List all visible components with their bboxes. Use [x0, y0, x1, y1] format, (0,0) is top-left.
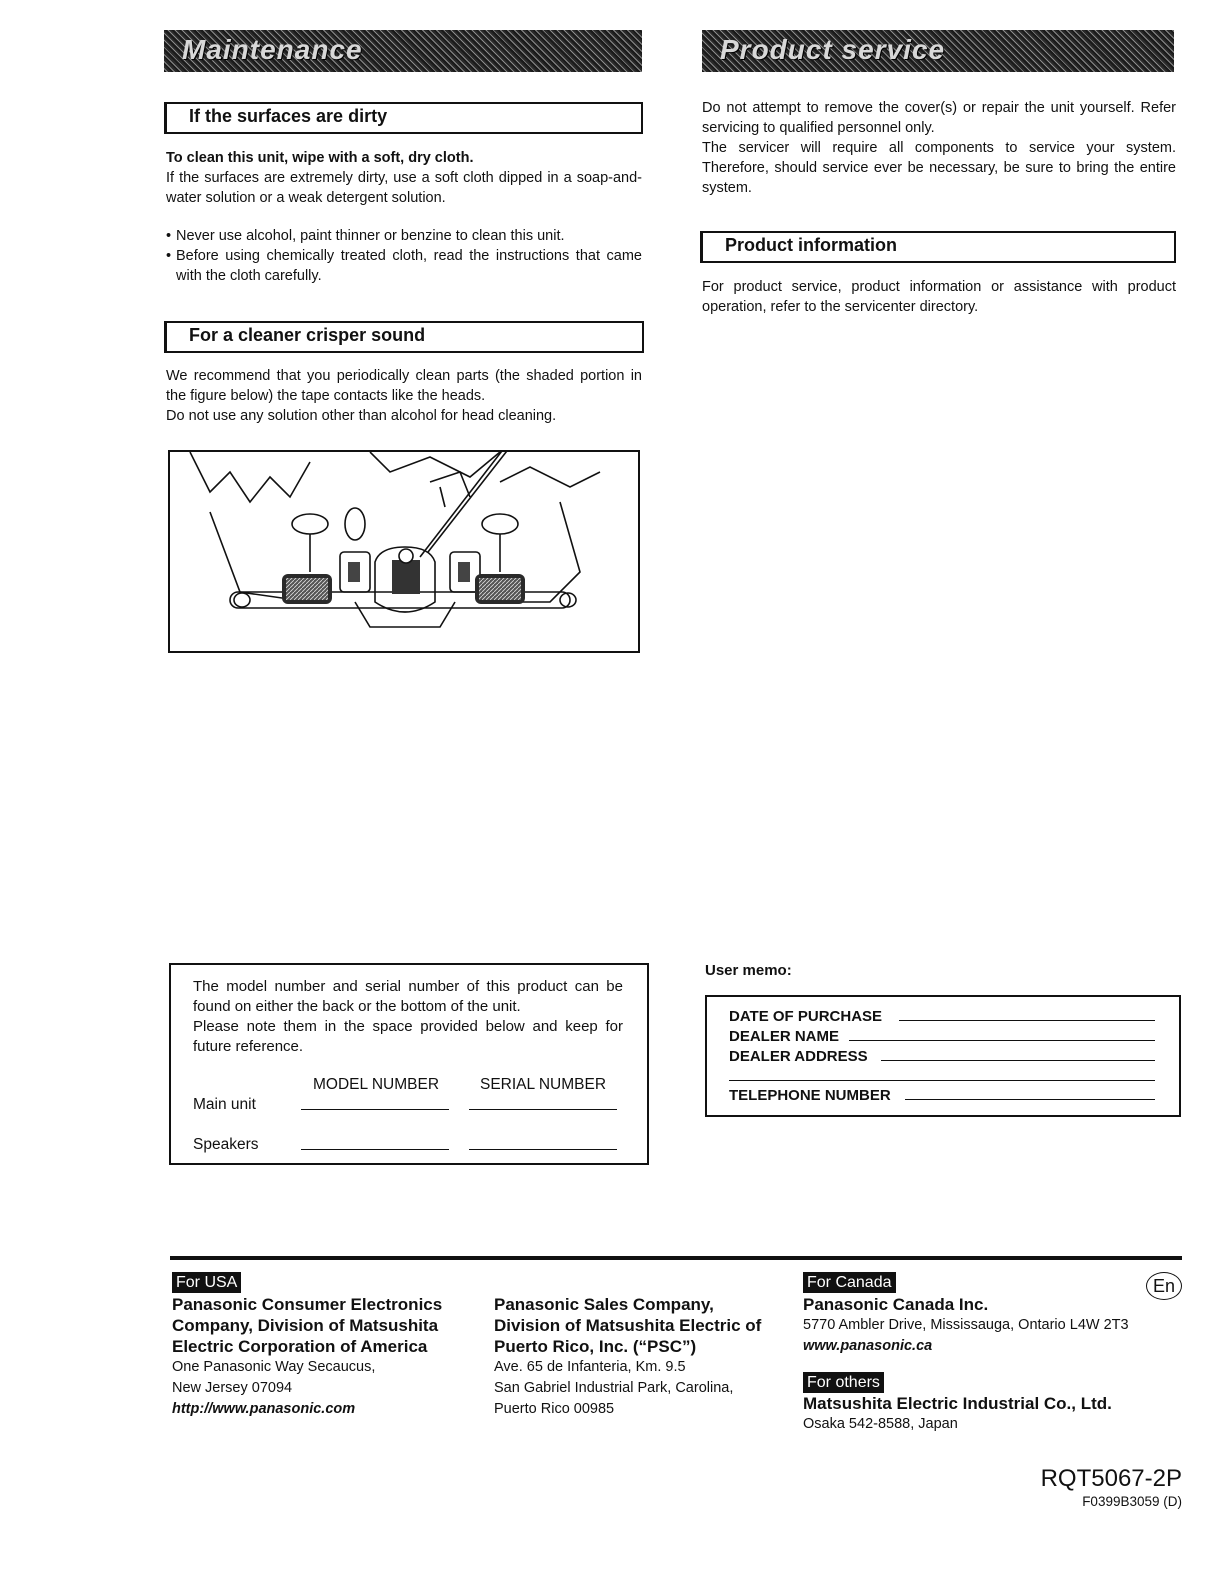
main-unit-label: Main unit [193, 1096, 256, 1113]
surfaces-body: If the surfaces are extremely dirty, use a soft cloth dipped in a soap-and-water solution or a weak detergent solution. [166, 170, 642, 206]
shaded-capstan-right [475, 574, 525, 604]
service-line-2: The servicer will require all components to service your system. Therefore, should service ever be necessary, be sure to bring the entire system. [702, 140, 1176, 196]
date-of-purchase-label: DATE OF PURCHASE [729, 1008, 883, 1025]
dealer-name-field[interactable] [849, 1040, 1155, 1041]
product-info-text [702, 277, 1176, 317]
dealer-address-field[interactable] [881, 1060, 1155, 1061]
canada-addr: 5770 Ambler Drive, Mississauga, Ontario L4W 2T3 [803, 1317, 1129, 1333]
shaded-head [392, 549, 420, 594]
speakers-model-field[interactable] [301, 1149, 449, 1150]
surfaces-bullet-1: • Never use alcohol, paint thinner or benzine to clean this unit. [166, 226, 642, 246]
canada-url[interactable]: www.panasonic.ca [803, 1338, 933, 1354]
speakers-serial-field[interactable] [469, 1149, 617, 1150]
surfaces-heading: If the surfaces are dirty [189, 106, 388, 126]
date-of-purchase-field[interactable] [899, 1020, 1155, 1021]
usa-addr-2: New Jersey 07094 [172, 1380, 293, 1396]
surfaces-lead: To clean this unit, wipe with a soft, dry cloth. [166, 150, 474, 166]
tape-mechanism-illustration [170, 452, 638, 651]
speakers-label: Speakers [193, 1136, 259, 1153]
pr-addr-1: Ave. 65 de Infanteria, Km. 9.5 [494, 1359, 686, 1375]
maintenance-banner [164, 30, 642, 72]
main-unit-serial-field[interactable] [469, 1109, 617, 1110]
cleaner-heading: For a cleaner crisper sound [189, 325, 426, 345]
user-memo-label: User memo: [705, 962, 792, 979]
cleaner-text [166, 366, 642, 426]
pr-addr-2: San Gabriel Industrial Park, Carolina, [494, 1380, 734, 1396]
usa-addr-1: One Panasonic Way Secaucus, [172, 1359, 376, 1375]
print-code: F0399B3059 (D) [1082, 1494, 1182, 1509]
usa-url[interactable]: http://www.panasonic.com [172, 1401, 356, 1417]
cleaner-line-2: Do not use any solution other than alcohol for head cleaning. [166, 408, 557, 424]
others-address [803, 1393, 1183, 1435]
record-number-box [169, 963, 649, 1165]
record-text-1: The model number and serial number of this product can be found on either the back or the bottom of the unit. [193, 978, 623, 1015]
telephone-number-label: TELEPHONE NUMBER [729, 1087, 891, 1104]
pr-company: Panasonic Sales Company, Division of Matsushita Electric of Puerto Rico, Inc. (“PSC”) [494, 1295, 762, 1356]
usa-tag: For USA [172, 1272, 241, 1293]
service-line-1: Do not attempt to remove the cover(s) or repair the unit yourself. Refer servicing to qualified personnel only. [702, 100, 1176, 136]
product-service-title: Product service [720, 34, 946, 65]
others-company: Matsushita Electric Industrial Co., Ltd. [803, 1394, 1112, 1413]
dealer-name-label: DEALER NAME [729, 1028, 840, 1045]
product-info-heading-box [700, 231, 1176, 263]
product-service-banner [702, 30, 1174, 72]
usa-company: Panasonic Consumer Electronics Company, Division of Matsushita Electric Corporation of America [172, 1295, 443, 1356]
product-info-body: For product service, product information or assistance with product operation, refer to the servicenter directory. [702, 279, 1176, 315]
user-memo-box [705, 995, 1181, 1117]
telephone-number-field[interactable] [905, 1099, 1155, 1100]
pr-addr-3: Puerto Rico 00985 [494, 1401, 615, 1417]
shaded-capstan-left [282, 574, 332, 604]
others-addr: Osaka 542-8588, Japan [803, 1416, 958, 1432]
pr-address [494, 1294, 784, 1420]
serial-number-header: SERIAL NUMBER [480, 1076, 607, 1093]
cleaner-line-1: We recommend that you periodically clean parts (the shaded portion in the figure below) the tape contacts like the heads. [166, 368, 642, 404]
main-unit-model-field[interactable] [301, 1109, 449, 1110]
tape-head-figure [168, 450, 640, 653]
surfaces-text [166, 148, 642, 286]
footer-rule [170, 1256, 1182, 1260]
document-code: RQT5067-2P [1040, 1465, 1182, 1492]
surfaces-heading-box [164, 102, 643, 134]
usa-address [172, 1294, 472, 1420]
model-number-header: MODEL NUMBER [313, 1076, 440, 1093]
canada-company: Panasonic Canada Inc. [803, 1295, 989, 1314]
others-tag: For others [803, 1372, 884, 1393]
maintenance-title: Maintenance [182, 34, 363, 65]
surfaces-bullet-2: • Before using chemically treated cloth, read the instructions that came with the cloth carefully. [166, 246, 642, 286]
dealer-address-field-2[interactable] [729, 1080, 1155, 1081]
service-text [702, 98, 1176, 198]
cleaner-heading-box [164, 321, 644, 353]
canada-address [803, 1294, 1183, 1357]
language-badge: En [1146, 1272, 1182, 1300]
canada-tag: For Canada [803, 1272, 896, 1293]
record-text-2: Please note them in the space provided below and keep for future reference. [193, 1018, 623, 1055]
product-info-heading: Product information [725, 235, 897, 255]
dealer-address-label: DEALER ADDRESS [729, 1048, 868, 1065]
